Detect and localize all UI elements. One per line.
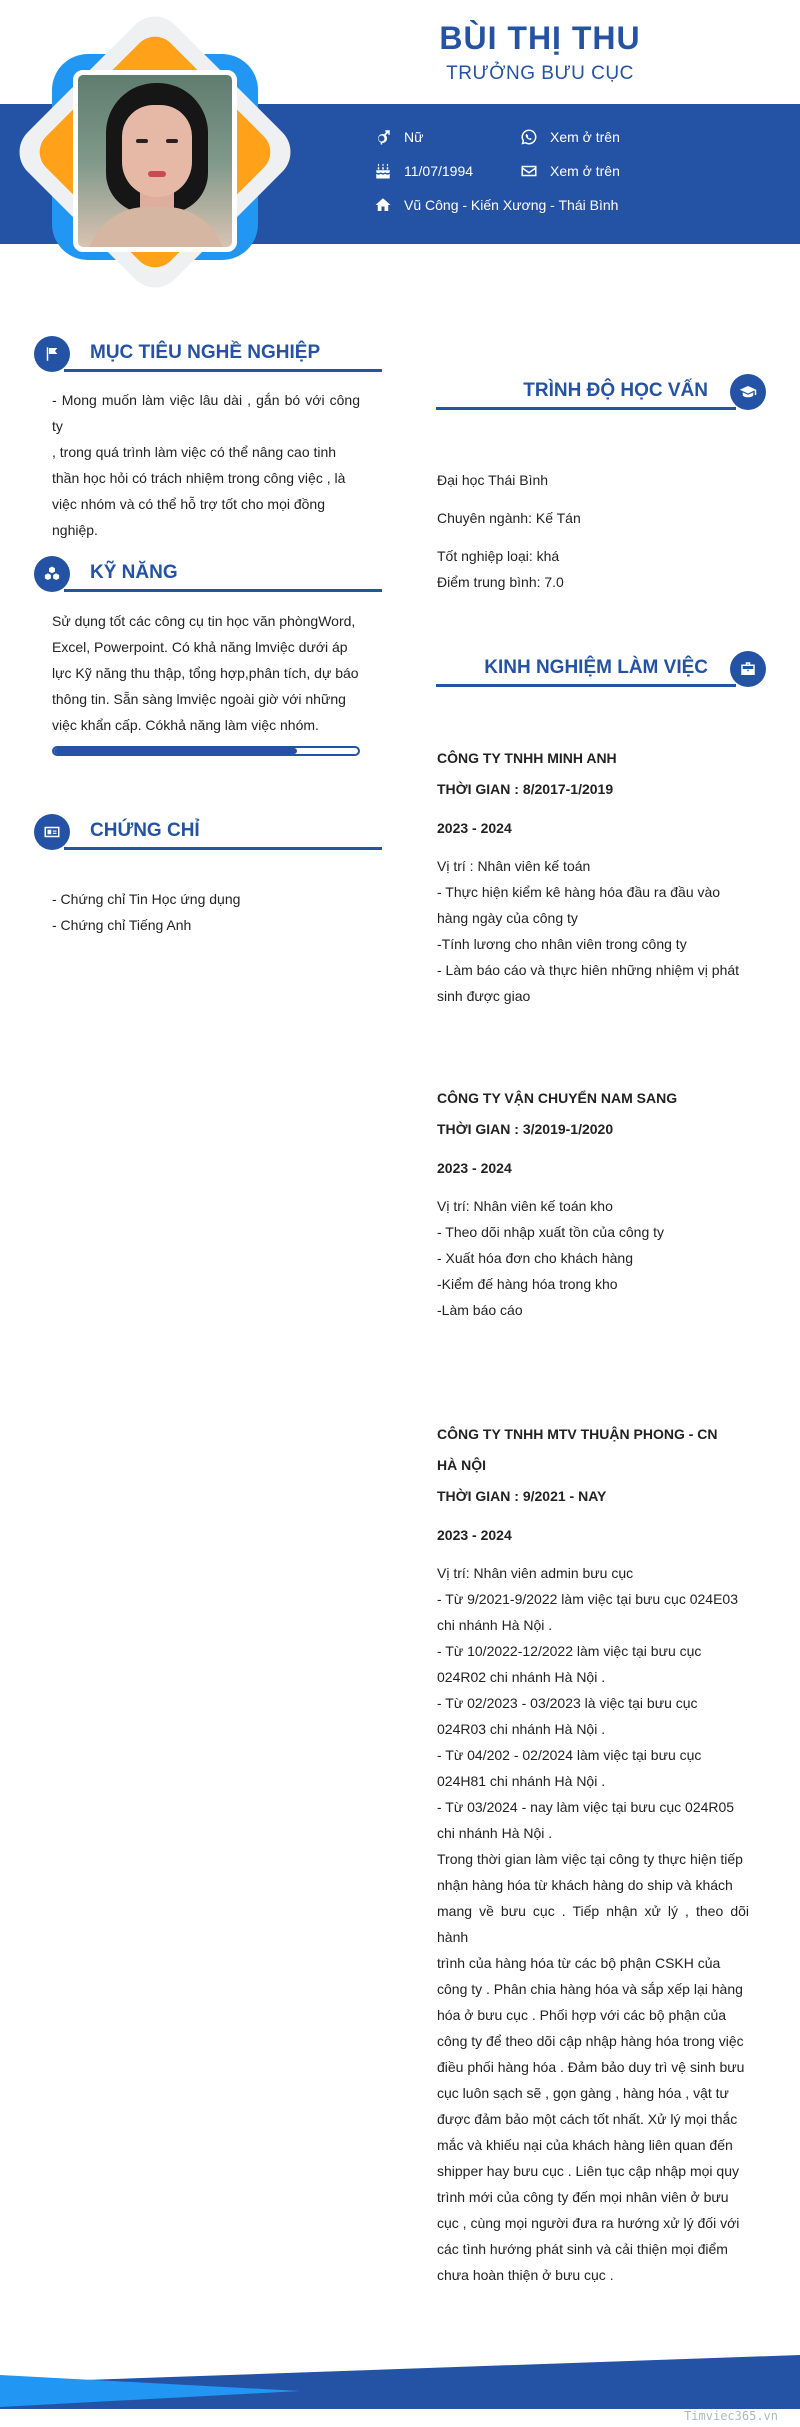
job-line: 024R02 chi nhánh Hà Nội . bbox=[437, 1669, 606, 1685]
job-line: -Làm báo cáo bbox=[437, 1302, 523, 1318]
birthday-cake-icon bbox=[372, 162, 394, 180]
job-company: CÔNG TY VẬN CHUYỂN NAM SANG bbox=[437, 1090, 678, 1106]
job-years: 2023 - 2024 bbox=[437, 1527, 512, 1543]
education-heading: TRÌNH ĐỘ HỌC VẤN bbox=[523, 380, 708, 401]
job-line: - Từ 10/2022-12/2022 làm việc tại bưu cục bbox=[437, 1643, 702, 1659]
job-line: chi nhánh Hà Nội . bbox=[437, 1617, 553, 1633]
job-line: - Từ 04/202 - 02/2024 làm việc tại bưu cục bbox=[437, 1747, 702, 1763]
candidate-name: BÙI THỊ THU bbox=[439, 20, 641, 56]
section-underline bbox=[436, 407, 736, 410]
job-years: 2023 - 2024 bbox=[437, 1160, 512, 1176]
job-line: 024R03 chi nhánh Hà Nội . bbox=[437, 1721, 606, 1737]
job-line: các tình hướng phát sinh và cải thiện mọi điểm bbox=[437, 2241, 728, 2257]
contact-birthday-text: 11/07/1994 bbox=[404, 163, 474, 179]
gender-icon bbox=[372, 128, 394, 146]
skills-line: việc khẩn cấp. Cókhả năng làm việc nhóm. bbox=[52, 717, 319, 733]
job-line: trình mới của công ty đến mọi nhân viên ở bưu bbox=[437, 2189, 729, 2205]
certificates-section-header bbox=[34, 814, 382, 854]
footer-band bbox=[0, 2355, 800, 2427]
objective-line: - Mong muốn làm việc lâu dài , gắn bó với công ty bbox=[52, 392, 360, 434]
education-section-header bbox=[436, 374, 766, 414]
job-line: Vị trí: Nhân viên kế toán kho bbox=[437, 1198, 613, 1214]
job-line: -Kiểm đế hàng hóa trong kho bbox=[437, 1276, 618, 1292]
job-line: hàng ngày của công ty bbox=[437, 910, 578, 926]
objective-text bbox=[52, 387, 360, 543]
job-line: công ty để theo dõi cập nhập hàng hóa trong việc bbox=[437, 2033, 744, 2049]
id-card-icon bbox=[34, 814, 70, 850]
contact-email bbox=[518, 162, 620, 180]
job-line: - Theo dõi nhập xuất tồn của công ty bbox=[437, 1224, 665, 1240]
education-school: Đại học Thái Bình bbox=[437, 472, 549, 488]
flag-icon bbox=[34, 336, 70, 372]
job-description bbox=[437, 1560, 749, 2288]
contact-birthday bbox=[372, 162, 473, 180]
job-time: THỜI GIAN : 3/2019-1/2020 bbox=[437, 1121, 614, 1137]
briefcase-icon bbox=[730, 651, 766, 687]
graduation-cap-icon bbox=[730, 374, 766, 410]
avatar bbox=[73, 70, 237, 252]
contact-gender bbox=[372, 128, 423, 146]
job-line: - Thực hiện kiểm kê hàng hóa đầu ra đầu vào bbox=[437, 884, 721, 900]
contact-address bbox=[372, 196, 618, 214]
job-line: -Tính lương cho nhân viên trong công ty bbox=[437, 936, 687, 952]
certificates-list bbox=[52, 886, 360, 938]
section-underline bbox=[64, 847, 382, 850]
education-major: Chuyên ngành: Kế Tán bbox=[437, 510, 581, 526]
contact-gender-text: Nữ bbox=[404, 129, 424, 145]
job-line: công ty . Phân chia hàng hóa và sắp xếp lại hàng bbox=[437, 1981, 743, 1997]
skills-section-header bbox=[34, 556, 382, 596]
skills-line: thông tin. Sẵn sàng lmviệc ngoài giờ với những bbox=[52, 691, 346, 707]
envelope-icon bbox=[518, 162, 540, 180]
objective-section-header bbox=[34, 336, 382, 376]
job-line: trình của hàng hóa từ các bộ phận CSKH của bbox=[437, 1955, 721, 1971]
contact-info bbox=[372, 124, 702, 224]
job-company-cont: HÀ NỘI bbox=[437, 1457, 486, 1473]
objective-line: , trong quá trình làm việc có thể nâng cao tinh bbox=[52, 444, 337, 460]
skill-level-bar bbox=[52, 746, 360, 756]
contact-address-text: Vũ Công - Kiến Xương - Thái Bình bbox=[404, 197, 619, 213]
skills-heading: KỸ NĂNG bbox=[90, 562, 178, 583]
objective-line: việc nhóm và có thể hỗ trợ tốt cho mọi đồng bbox=[52, 496, 325, 512]
job-description bbox=[437, 1193, 749, 1323]
skills-line: Excel, Powerpoint. Có khả năng lmviệc dưới áp bbox=[52, 639, 348, 655]
cubes-icon bbox=[34, 556, 70, 592]
job-time: THỜI GIAN : 8/2017-1/2019 bbox=[437, 781, 614, 797]
job-line: Vị trí : Nhân viên kế toán bbox=[437, 858, 591, 874]
whatsapp-icon bbox=[518, 128, 540, 146]
objective-line: nghiệp. bbox=[52, 522, 98, 538]
job-line: hóa ở bưu cục . Phối hợp với các bộ phận của bbox=[437, 2007, 727, 2023]
job-line: - Xuất hóa đơn cho khách hàng bbox=[437, 1250, 633, 1266]
job-line: - Từ 03/2024 - nay làm việc tại bưu cục 024R05 bbox=[437, 1799, 735, 1815]
job-line: mắc và khiếu nại của khách hàng liên quan đến bbox=[437, 2137, 733, 2153]
certificates-heading: CHỨNG CHỈ bbox=[90, 820, 200, 841]
skill-level-fill bbox=[54, 748, 297, 754]
education-gpa: Điểm trung bình: 7.0 bbox=[437, 574, 564, 590]
job-company: CÔNG TY TNHH MTV THUẬN PHONG - CN bbox=[437, 1426, 718, 1442]
candidate-title: TRƯỞNG BƯU CỤC bbox=[446, 63, 634, 84]
job-line: cục luôn sạch sẽ , gọn gàng , hàng hóa , vật tư bbox=[437, 2085, 729, 2101]
job-line: được đảm bảo một cách tốt nhất. Xử lý mọi thắc bbox=[437, 2111, 738, 2127]
contact-phone-text: Xem ở trên bbox=[550, 129, 620, 145]
job-company: CÔNG TY TNHH MINH ANH bbox=[437, 750, 617, 766]
job-line: điều phối hàng hóa . Đảm bảo duy trì vệ sinh bưu bbox=[437, 2059, 745, 2075]
job-line: chi nhánh Hà Nội . bbox=[437, 1825, 553, 1841]
experience-heading: KINH NGHIỆM LÀM VIỆC bbox=[484, 657, 708, 678]
job-description bbox=[437, 853, 749, 1009]
footer-wave bbox=[0, 2355, 800, 2427]
job-line: shipper hay bưu cục . Liên tục cập nhập mọi quy bbox=[437, 2163, 739, 2179]
section-underline bbox=[64, 589, 382, 592]
skills-line: Sử dụng tốt các công cụ tin học văn phòngWord, bbox=[52, 613, 356, 629]
job-line: - Từ 9/2021-9/2022 làm việc tại bưu cục 024E03 bbox=[437, 1591, 738, 1607]
certificate-item: - Chứng chỉ Tin Học ứng dụng bbox=[52, 891, 241, 907]
job-line: cục , cùng mọi người đưa ra hướng xử lý đối với bbox=[437, 2215, 740, 2231]
job-line: sinh được giao bbox=[437, 988, 531, 1004]
job-line: chưa hoàn thiện ở bưu cục . bbox=[437, 2267, 614, 2283]
job-line: 024H81 chi nhánh Hà Nội . bbox=[437, 1773, 606, 1789]
job-line: - Làm báo cáo và thực hiên những nhiệm vị phát bbox=[437, 962, 740, 978]
section-underline bbox=[64, 369, 382, 372]
certificate-item: - Chứng chỉ Tiếng Anh bbox=[52, 917, 192, 933]
name-block bbox=[360, 20, 720, 85]
section-underline bbox=[436, 684, 736, 687]
skills-text bbox=[52, 608, 360, 738]
contact-phone bbox=[518, 128, 620, 146]
avatar-frame bbox=[26, 30, 284, 280]
contact-email-text: Xem ở trên bbox=[550, 163, 620, 179]
job-line: mang về bưu cục . Tiếp nhận xử lý , theo dõi hành bbox=[437, 1903, 749, 1945]
job-years: 2023 - 2024 bbox=[437, 820, 512, 836]
home-icon bbox=[372, 196, 394, 214]
job-line: - Từ 02/2023 - 03/2023 là việc tại bưu cục bbox=[437, 1695, 698, 1711]
job-line: Vị trí: Nhân viên admin bưu cục bbox=[437, 1565, 634, 1581]
job-line: nhận hàng hóa từ khách hàng do ship và khách bbox=[437, 1877, 733, 1893]
job-time: THỜI GIAN : 9/2021 - NAY bbox=[437, 1488, 607, 1504]
education-rank: Tốt nghiệp loại: khá bbox=[437, 548, 560, 564]
skills-line: lực Kỹ năng thu thập, tổng hợp,phân tích, dự báo bbox=[52, 665, 359, 681]
watermark: Timviec365.vn bbox=[684, 2409, 778, 2423]
objective-line: thần học hỏi có trách nhiệm trong công việc , là bbox=[52, 470, 346, 486]
job-line: Trong thời gian làm việc tại công ty thực hiện tiếp bbox=[437, 1851, 743, 1867]
objective-heading: MỤC TIÊU NGHỀ NGHIỆP bbox=[90, 342, 321, 363]
experience-section-header bbox=[436, 651, 766, 691]
